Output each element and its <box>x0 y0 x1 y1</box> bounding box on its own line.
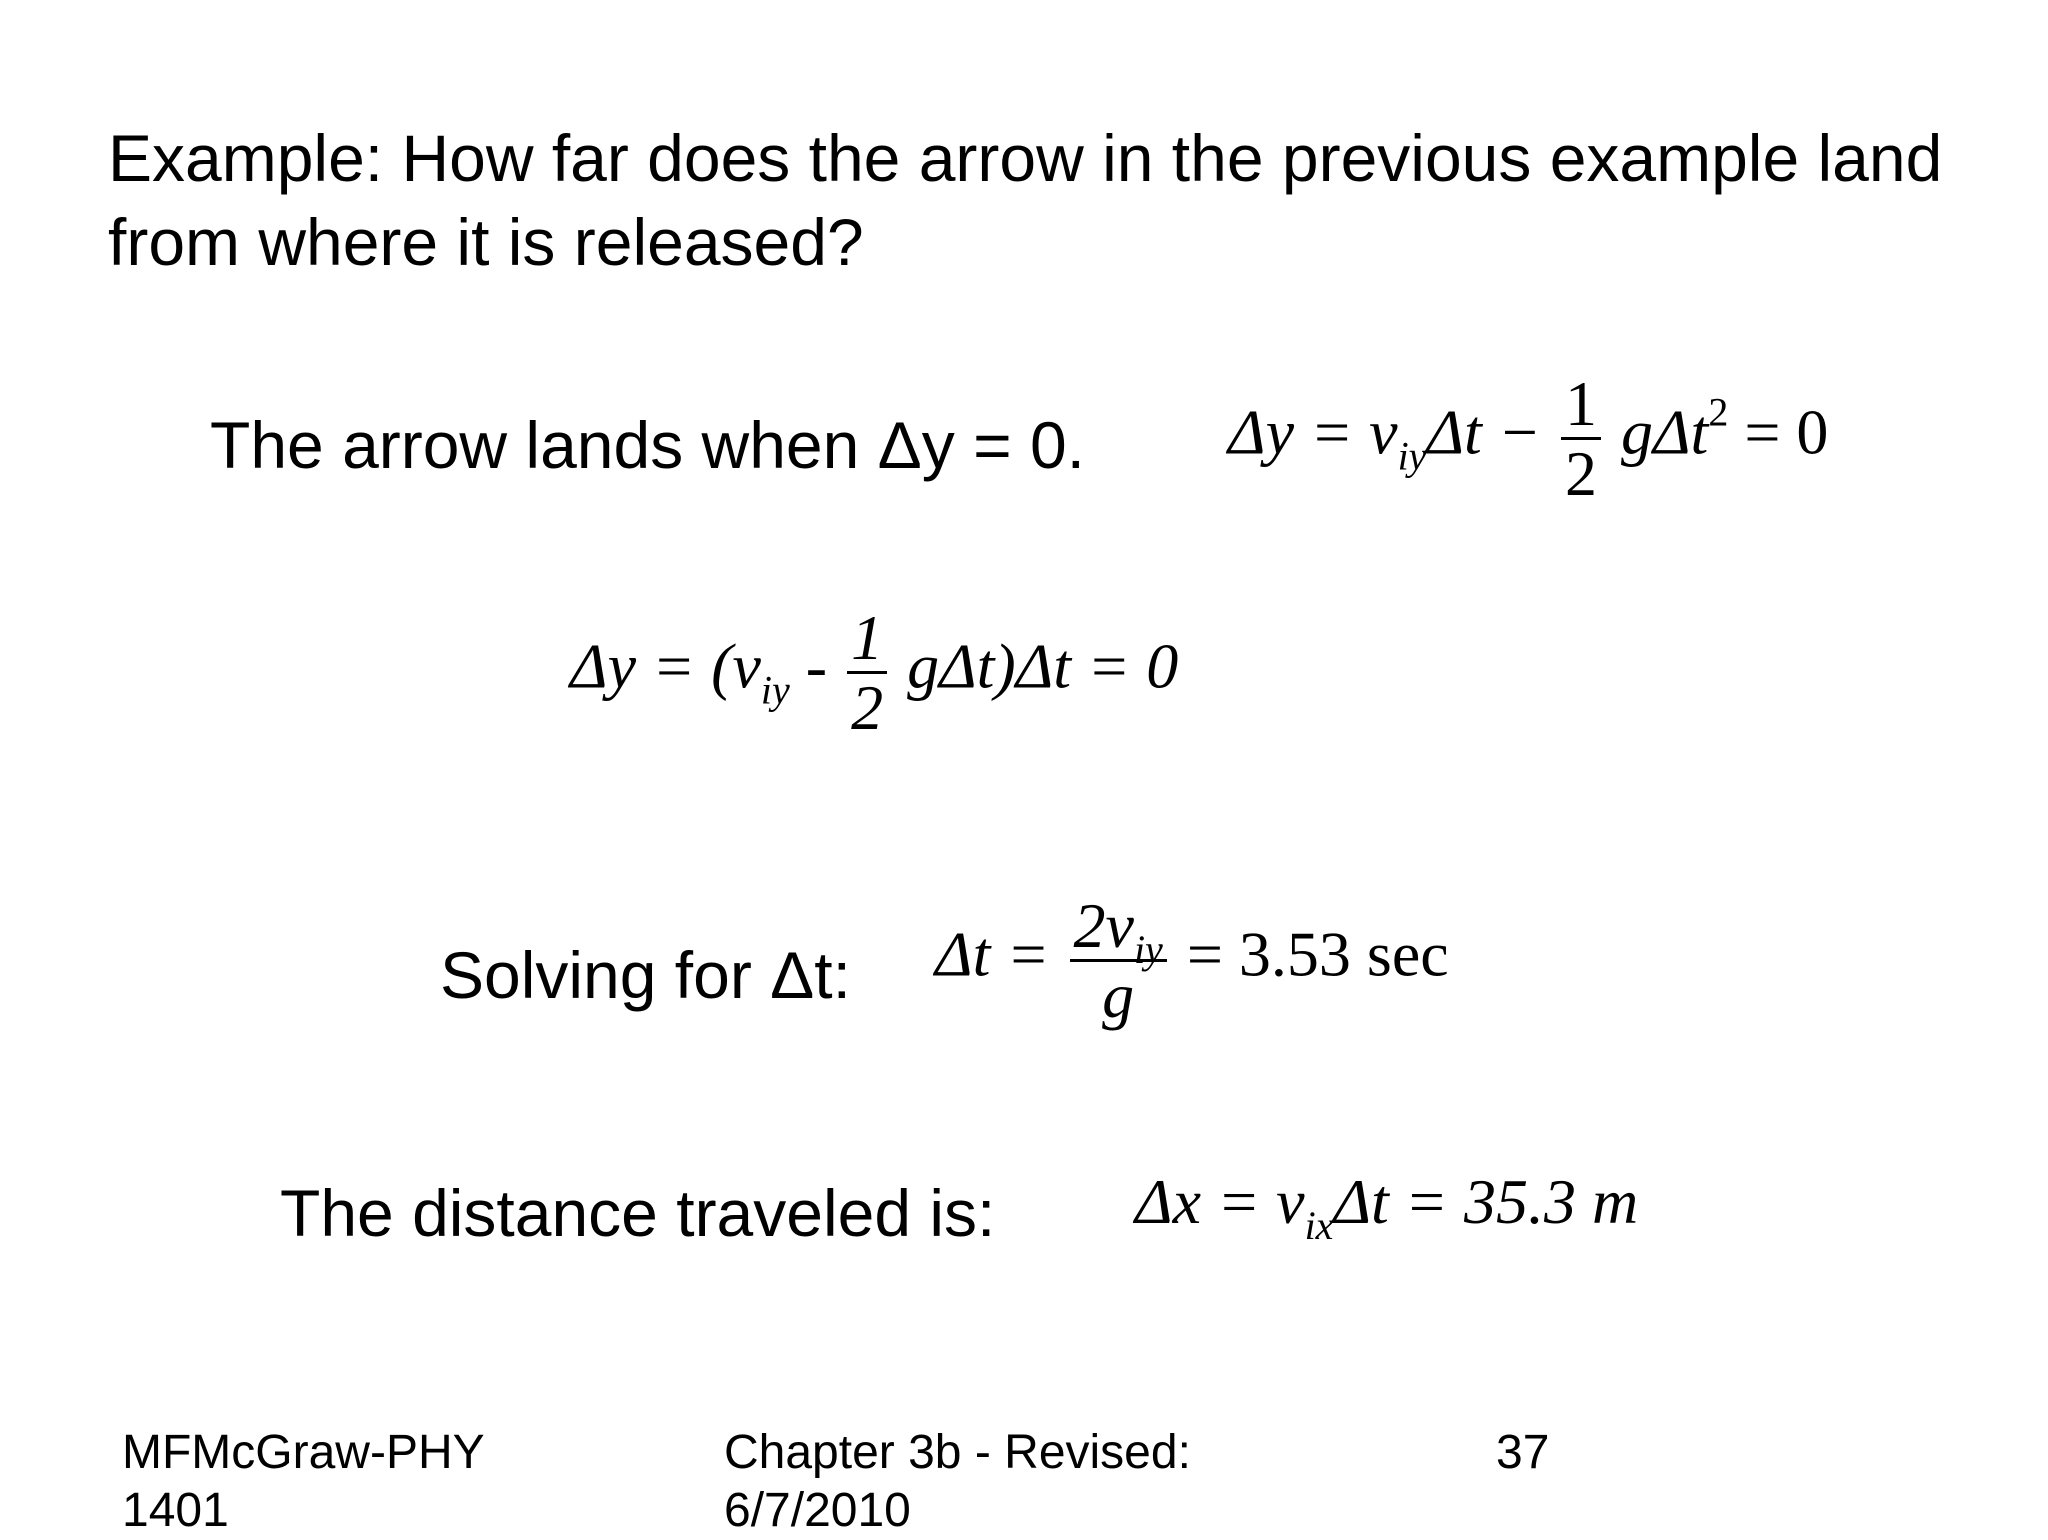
step1-equation <box>1228 368 1829 510</box>
footer-left: MFMcGraw-PHY 1401 <box>122 1426 484 1537</box>
step1-label: The arrow lands when Δy = 0. <box>210 408 1086 482</box>
eq2-fraction <box>847 602 887 744</box>
eq2-frac-num: 1 <box>847 604 887 674</box>
step3-label: Solving for Δt: <box>440 938 851 1012</box>
eq1-frac-den: 2 <box>1564 438 1597 510</box>
eq1-after-frac: gΔt <box>1620 396 1709 468</box>
eq4-sub: ix <box>1304 1203 1334 1248</box>
eq3-frac-den: g <box>1102 960 1135 1032</box>
step4-label: The distance traveled is: <box>280 1176 996 1250</box>
eq2-rhs: gΔt)Δt = 0 <box>907 630 1179 702</box>
eq2-lhs: Δy = (v <box>570 630 761 702</box>
eq2-frac-den: 2 <box>851 672 884 744</box>
eq3-frac-num: 2v <box>1073 890 1134 961</box>
eq1-lhs: Δy = v <box>1228 396 1398 468</box>
eq2-mid: - <box>789 630 828 702</box>
eq3-frac-num-wrap <box>1070 890 1167 972</box>
eq1-mid: Δt − <box>1426 396 1541 468</box>
page-number: 37 <box>1496 1426 1550 1479</box>
eq3-lhs: Δt = <box>935 918 1050 990</box>
eq4-rhs: Δt = 35.3 m <box>1333 1166 1639 1237</box>
eq4-lhs: Δx = v <box>1135 1166 1305 1237</box>
footer-center: Chapter 3b - Revised: 6/7/2010 <box>724 1426 1191 1537</box>
eq3-rhs: = 3.53 sec <box>1186 918 1449 990</box>
eq3-frac-num-sub: iy <box>1133 927 1163 972</box>
eq3-fraction <box>1070 890 1167 1032</box>
step4-equation <box>1135 1166 1639 1248</box>
step2-equation <box>570 602 1179 744</box>
slide-title: Example: How far does the arrow in the previous example land from where it is released? <box>108 121 1943 279</box>
eq1-fraction <box>1561 368 1601 510</box>
eq1-rhs: = 0 <box>1728 396 1829 468</box>
eq1-sup: 2 <box>1708 389 1729 435</box>
eq1-sub: iy <box>1397 433 1427 479</box>
eq1-frac-num: 1 <box>1561 370 1601 440</box>
step3-equation <box>935 890 1449 1032</box>
eq2-sub: iy <box>760 667 790 713</box>
